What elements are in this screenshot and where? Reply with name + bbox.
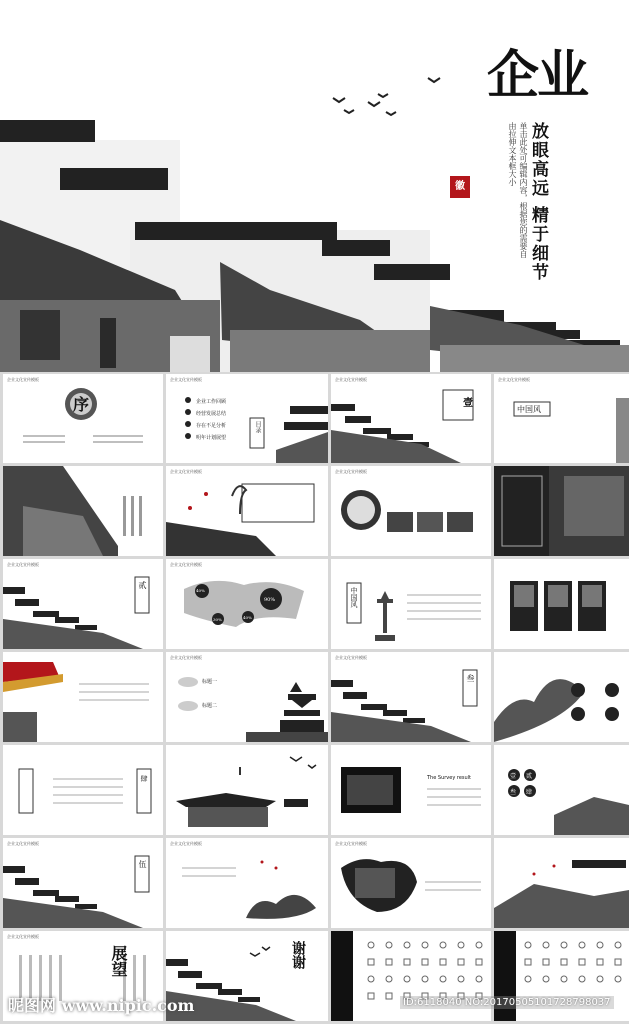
- slide-thumbnail-25[interactable]: 企业文化宣传模板 展望: [3, 931, 163, 1021]
- slide-thumbnail-8[interactable]: [494, 466, 629, 556]
- slide-thumbnail-13[interactable]: [3, 652, 163, 742]
- hero-title: 企业: [486, 45, 587, 106]
- numeral-3: 叁: [510, 789, 517, 796]
- watermark-id: ID:6118040 NO:20170505101728798037: [400, 996, 614, 1009]
- hero-description: 单击此处可编辑内容，根据您的需要自由拉伸文本框大小: [508, 122, 528, 258]
- numeral-2: 贰: [526, 773, 533, 780]
- slide-thumbnail-20[interactable]: [494, 745, 629, 835]
- slide-title: 贰: [138, 581, 147, 589]
- slide-title: 中国风: [517, 405, 541, 414]
- slide-title: 伍: [138, 860, 147, 868]
- slide-thumbnail-7[interactable]: 企业文化宣传模板: [331, 466, 491, 556]
- slide-thumbnail-2[interactable]: 企业文化宣传模板 企业工作回顾 经营发展总结 存在不足分析 明年计划展望 目录: [166, 374, 328, 463]
- slide-thumbnail-1[interactable]: 企业文化宣传模板 序: [3, 374, 163, 463]
- slide-thumbnail-16[interactable]: [494, 652, 629, 742]
- slide-thumbnail-14[interactable]: 企业文化宣传模板 标题一 标题二: [166, 652, 328, 742]
- map-label-4: 40%: [243, 615, 252, 620]
- map-label-2: 90%: [264, 597, 276, 603]
- red-seal: 徽: [450, 176, 470, 198]
- hero-slide: [0, 0, 629, 372]
- toc-list: 企业工作回顾 经营发展总结 存在不足分析 明年计划展望: [196, 399, 227, 441]
- slide-thumbnail-9[interactable]: 企业文化宣传模板 贰: [3, 559, 163, 649]
- slide-title: 展望: [109, 945, 128, 977]
- slide-thumbnail-6[interactable]: 企业文化宣传模板: [166, 466, 328, 556]
- slide-title: 肆: [140, 775, 148, 782]
- slide-thumbnail-3[interactable]: 企业文化宣传模板 壹: [331, 374, 491, 463]
- slide-thumbnail-21[interactable]: 企业文化宣传模板 伍: [3, 838, 163, 928]
- numeral-4: 肆: [526, 789, 533, 796]
- slide-thumbnail-15[interactable]: 企业文化宣传模板 叁: [331, 652, 491, 742]
- slide-thumbnail-17[interactable]: [3, 745, 163, 835]
- slide-thumbnail-12[interactable]: [494, 559, 629, 649]
- map-label-1: 40%: [196, 588, 205, 593]
- map-label-3: 30%: [213, 617, 222, 622]
- toc-title: 目录: [254, 421, 261, 433]
- slide-thumbnail-4[interactable]: 企业文化宣传模板 中国风: [494, 374, 629, 463]
- hero-tagline: 放眼高远 精于细节: [528, 122, 548, 282]
- slide-thumbnail-5[interactable]: [3, 466, 163, 556]
- numeral-1: 壹: [510, 773, 517, 780]
- slide-thumbnail-10[interactable]: 企业文化宣传模板 40% 90% 30% 40%: [166, 559, 328, 649]
- slide-thumbnail-22[interactable]: 企业文化宣传模板: [166, 838, 328, 928]
- thumbnail-grid: [0, 372, 629, 1024]
- slide-thumbnail-11[interactable]: [331, 559, 491, 649]
- slide-title: 中国风: [350, 587, 358, 608]
- item-label-2: 标题二: [202, 703, 218, 709]
- survey-title: The Survey result: [427, 775, 472, 781]
- slide-title: 序: [73, 395, 90, 414]
- slide-thumbnail-18[interactable]: [166, 745, 328, 835]
- watermark-logo: 昵图网 www.nipic.com: [8, 996, 195, 1015]
- slide-thumbnail-23[interactable]: 企业文化宣传模板: [331, 838, 491, 928]
- slide-title: 谢谢: [290, 941, 306, 969]
- slide-thumbnail-24[interactable]: [494, 838, 629, 928]
- slide-title: 叁: [466, 674, 475, 682]
- slide-thumbnail-19[interactable]: [331, 745, 491, 835]
- slide-title: 壹: [463, 398, 473, 409]
- item-label-1: 标题一: [202, 679, 218, 685]
